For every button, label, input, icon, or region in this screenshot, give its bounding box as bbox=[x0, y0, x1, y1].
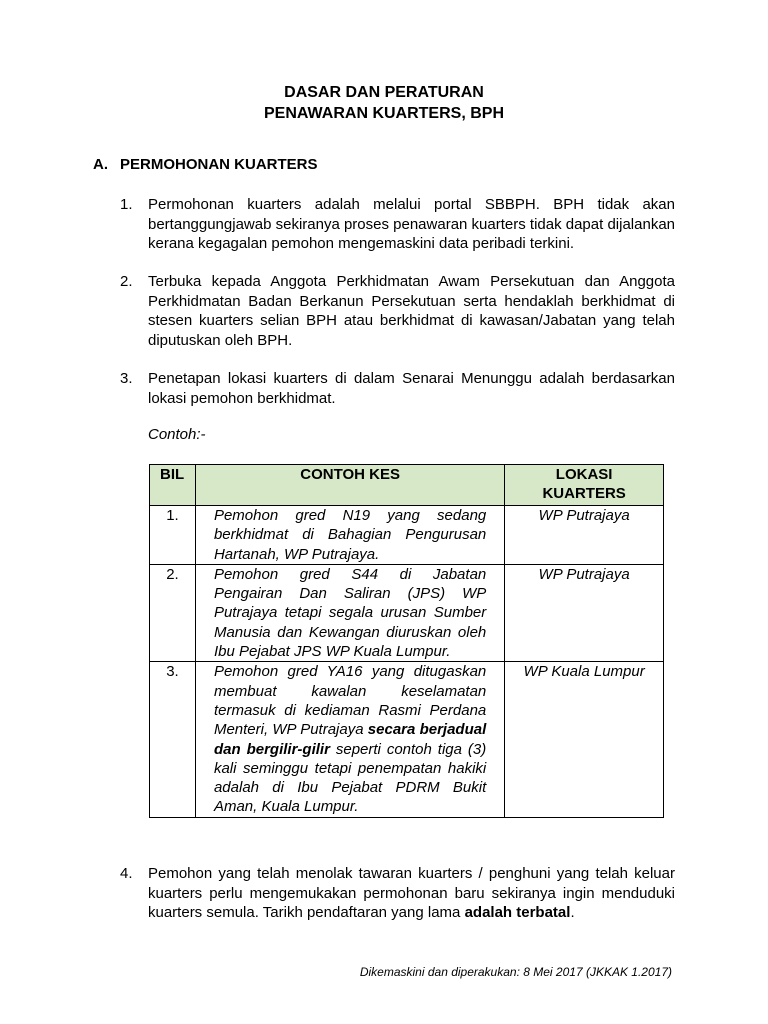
list-item-4 bbox=[120, 864, 675, 923]
item-text: Permohonan kuarters adalah melalui portal SBBPH. BPH tidak akan bertanggungjawab sekiranya proses penawaran kuarters tidak dapat dijalankan kerana kegagalan pemohon mengemaskini data peribadi terkini. bbox=[148, 196, 676, 252]
row-lokasi: WP Putrajaya bbox=[505, 564, 664, 661]
item-text-part: . bbox=[570, 904, 575, 921]
row-bil: 1. bbox=[150, 506, 196, 565]
row-contoh-kes: Pemohon gred N19 yang sedang berkhidmat di Bahagian Pengurusan Hartanah, WP Putrajaya. bbox=[195, 506, 504, 565]
list-item-1 bbox=[120, 195, 675, 254]
table-row bbox=[150, 564, 664, 661]
list-item-2 bbox=[120, 272, 675, 350]
item-number: 2. bbox=[120, 273, 133, 290]
section-letter: A. bbox=[93, 156, 108, 173]
list-item-3 bbox=[120, 369, 675, 408]
row-contoh-kes: Pemohon gred S44 di Jabatan Pengairan Dan Saliran (JPS) WP Putrajaya tetapi segala urusan Sumber Manusia dan Kewangan diuruskan oleh Ibu Pejabat JPS WP Kuala Lumpur. bbox=[195, 564, 504, 661]
row-lokasi: WP Putrajaya bbox=[505, 506, 664, 565]
table-row bbox=[150, 506, 664, 565]
item-number: 4. bbox=[120, 865, 133, 882]
item-text-part: Pemohon yang telah menolak tawaran kuarters / penghuni yang telah keluar kuarters perlu mengemukakan permohonan baru sekiranya ingin menduduki kuarters semula. Tarikh pendaftaran yang lama bbox=[148, 865, 675, 921]
header-lokasi-kuarters bbox=[505, 465, 664, 506]
header-lokasi-line-2: KUARTERS bbox=[542, 485, 626, 503]
item-number: 3. bbox=[120, 370, 133, 387]
item-text: Penetapan lokasi kuarters di dalam Senarai Menunggu adalah berdasarkan lokasi pemohon berkhidmat. bbox=[148, 370, 675, 407]
row-contoh-kes bbox=[195, 662, 504, 817]
row-bil: 3. bbox=[150, 662, 196, 817]
example-label: Contoh:- bbox=[148, 426, 206, 443]
document-title bbox=[0, 82, 768, 124]
header-bil: BIL bbox=[150, 465, 196, 506]
item-text-bold: adalah terbatal bbox=[464, 904, 571, 921]
title-line-1: DASAR DAN PERATURAN bbox=[284, 84, 484, 101]
table-header-row bbox=[150, 465, 664, 506]
row-lokasi: WP Kuala Lumpur bbox=[505, 662, 664, 817]
section-title: PERMOHONAN KUARTERS bbox=[120, 156, 318, 173]
title-line-2: PENAWARAN KUARTERS, BPH bbox=[263, 105, 504, 122]
header-contoh-kes: CONTOH KES bbox=[195, 465, 504, 506]
example-cases-table bbox=[149, 464, 664, 818]
table-row bbox=[150, 662, 664, 817]
item-number: 1. bbox=[120, 196, 133, 213]
item-text bbox=[148, 864, 675, 923]
kes-text-bold: secara berjadual dan bergilir-gilir bbox=[213, 721, 487, 758]
kes-text-part: Pemohon gred YA16 yang ditugaskan membuat kawalan keselamatan termasuk di kediaman Rasmi Perdana Menteri, WP Putrajaya bbox=[213, 663, 487, 739]
header-lokasi-line-1: LOKASI bbox=[555, 466, 613, 483]
kes-text-part: seperti contoh tiga (3) kali seminggu tetapi penempatan hakiki adalah di Ibu Pejabat PDRM Bukit Aman, Kuala Lumpur. bbox=[213, 740, 487, 816]
section-a-heading bbox=[93, 155, 318, 175]
item-text: Terbuka kepada Anggota Perkhidmatan Awam Persekutuan dan Anggota Perkhidmatan Badan Berkanun Persekutuan serta hendaklah berkhidmat di stesen kuarters selian BPH atau berkhidmat di kawasan/Jabatan yang telah diputuskan oleh BPH. bbox=[148, 273, 675, 349]
footer-note: Dikemaskini dan diperakukan: 8 Mei 2017 (JKKAK 1.2017) bbox=[359, 965, 672, 979]
row-bil: 2. bbox=[150, 564, 196, 661]
